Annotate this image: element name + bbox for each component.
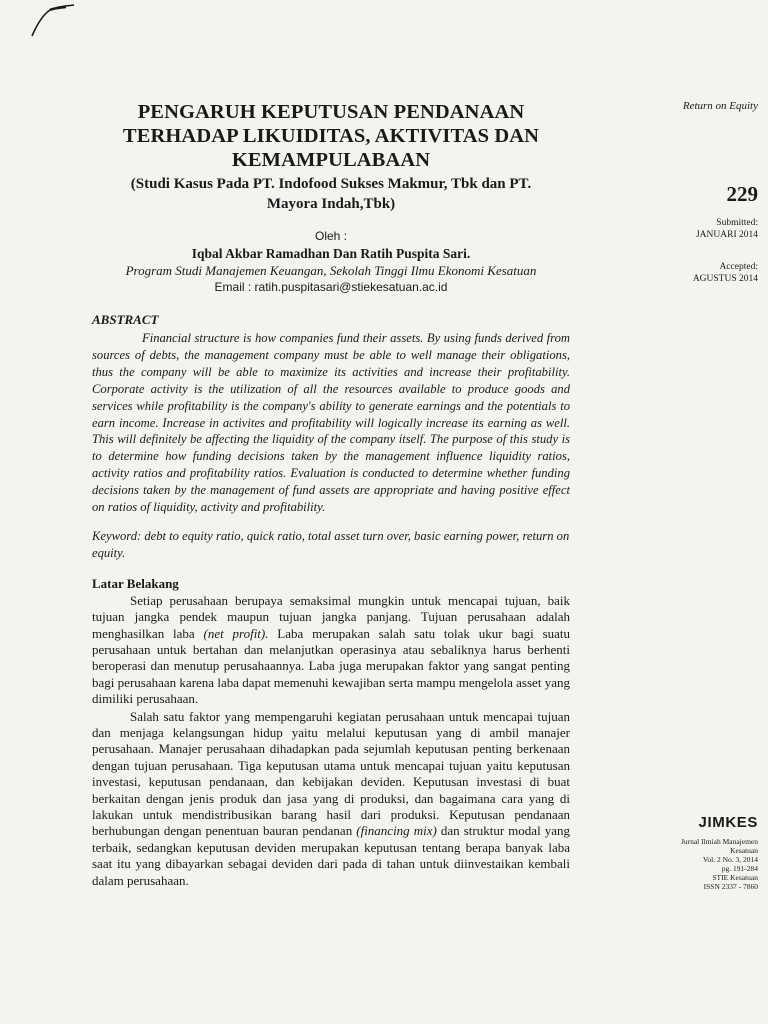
subtitle-line: Mayora Indah,Tbk) [266, 196, 396, 212]
journal-detail-line: Jurnal Ilmiah Manajemen [680, 837, 758, 846]
author-email: Email : ratih.puspitasari@stiekesatuan.ac.id [214, 280, 448, 294]
journal-detail-line: STIE Kesatuan [712, 873, 758, 882]
article-sidebar [588, 100, 758, 285]
journal-detail-line: pg. 191-284 [721, 864, 758, 873]
paragraph-2 [92, 709, 570, 889]
subtitle-line: (Studi Kasus Pada PT. Indofood Sukses Makmur, Tbk dan PT. [130, 176, 532, 192]
abstract-heading: ABSTRACT [92, 312, 159, 327]
journal-info [588, 814, 758, 891]
page-number: 229 [726, 182, 758, 206]
running-head: Return on Equity [682, 100, 758, 112]
paragraph-text: Salah satu faktor yang mempengaruhi kegiatan perusahaan untuk mencapai tujuan dan menjaga kelangsungan hidup yaitu melalui keputusan yang di ambil manajer perusahaan. Manajer perusahaan dihadapkan pada sejumlah keputusan penting berkenaan dengan tujuan perusahaan. Tiga keputusan utama untuk mencapai tujuan yaitu keputusan investasi, keputusan pendanaan, dan kebijakan deviden. Keputusan investasi di buat berkaitan dengan jenis produk dan jasa yang di produksi, dan bagaimana cara yang di lakukan untuk mendistribusikan barang hasil dari produksi. Keputusan pendanaan berhubungan dengan penentuan bauran pendanan [92, 708, 570, 839]
title-line: KEMAMPULABAAN [231, 149, 431, 171]
title-line: PENGARUH KEPUTUSAN PENDANAAN [137, 101, 525, 123]
paragraph-1 [92, 593, 570, 708]
abstract-body: Financial structure is how companies fund their assets. By using funds derived from sources of debts, the management company must be able to well manage their obligations, thus the company will be able to maximize its activities and increase their profitability. Corporate activity is the utilization of all the resources available to produce goods and services while profitability is the company's ability to generate earnings and the potentials to earn income. Increase in activites and profitability will logically increase its earning as well. This will definitely be affecting the liquidity of the company itself. The purpose of this study is to determine how funding decisions taken by the management influence liquidity ratios, activity ratios and profitability ratios. Evaluation is conducted to determine whether funding decisions taken by the management of fund assets are appropriate and having positive effect on ratios of liquidity, activity and profitability. [92, 331, 570, 515]
article-subtitle [92, 174, 570, 214]
submitted-label: Submitted: [716, 218, 758, 228]
submitted-value: JANUARI 2014 [695, 230, 758, 240]
paragraph-emphasis: (net profit). [203, 625, 269, 641]
paragraph-emphasis: (financing mix) [356, 823, 437, 839]
article-main-column [92, 100, 570, 889]
accepted-block [588, 261, 758, 285]
submitted-block [588, 217, 758, 241]
paragraph-text: Laba merupakan salah satu tolak ukur bagi suatu perusahaan untuk bertahan dan melanjutkan operasinya atau sebaliknya harus berhenti beroperasi dan menutup perusahaannya. Laba juga merupakan faktor yang sangat penting bagi perusahaan karena laba dapat memenuhi kewajiban serta mampu mengelola asset yang dimiliki perusahaan. [92, 625, 571, 707]
section-heading: Latar Belakang [92, 575, 179, 591]
paragraph-text: dan struktur modal yang terbaik, sedangkan keputusan deviden merupakan keputusan tentang berapa banyak laba saat itu yang dibayarkan sebagai deviden dari pada di tahan untuk diinvestaikan kembali dalam perusahaan. [92, 823, 570, 888]
article-title [92, 100, 570, 172]
by-label: Oleh : [314, 229, 347, 243]
author-affiliation: Program Studi Manajemen Keuangan, Sekolah Tinggi Ilmu Ekonomi Kesatuan [125, 263, 537, 278]
author-names: Iqbal Akbar Ramadhan Dan Ratih Puspita Sari. [191, 246, 471, 261]
byline [92, 228, 570, 296]
journal-name: JIMKES [698, 814, 758, 831]
journal-detail-line: Kesatuan [730, 846, 758, 855]
journal-detail-line: Vol. 2 No. 3, 2014 [702, 855, 758, 864]
accepted-label: Accepted: [719, 262, 758, 272]
title-line: TERHADAP LIKUIDITAS, AKTIVITAS DAN [122, 125, 540, 147]
paragraph-text: Setiap perusahaan berupaya semaksimal mungkin untuk mencapai tujuan, baik tujuan jangka pendek maupun tujuan jangka panjang. Tujuan perusahaan adalah menghasilkan laba [92, 592, 570, 641]
accepted-value: AGUSTUS 2014 [692, 274, 758, 284]
journal-details [588, 837, 758, 891]
journal-detail-line: ISSN 2337 - 7860 [703, 882, 758, 891]
pen-mark-icon [28, 2, 78, 42]
keywords: Keyword: debt to equity ratio, quick ratio, total asset turn over, basic earning power, return on equity. [92, 528, 570, 560]
